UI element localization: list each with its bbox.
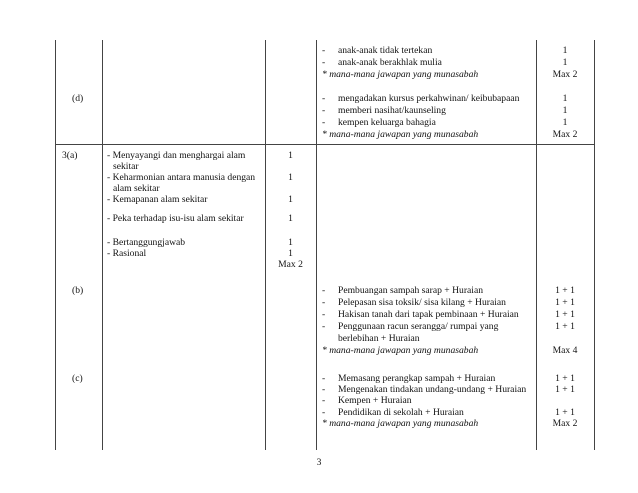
answer-text: Pendidikan di sekolah + Huraian (338, 407, 464, 418)
answer-mark: 1 (562, 105, 568, 116)
table-border-left (55, 40, 56, 450)
criteria-mark: 1 (288, 172, 293, 183)
table-border-right (594, 40, 595, 450)
answer-text: mengadakan kursus perkahwinan/ keibubapaan (338, 93, 520, 104)
answer-mark: 1 (562, 45, 568, 56)
max-mark: Max 2 (552, 418, 578, 429)
answer-text: memberi nasihat/kaunseling (338, 105, 446, 116)
criteria-mark: 1 (288, 213, 293, 224)
max-mark: Max 2 (552, 129, 578, 140)
criteria-line: sekitar (113, 161, 139, 172)
max-mark: Max 2 (278, 259, 303, 270)
criteria-mark: 1 (288, 248, 293, 259)
answer-text: Mengenakan tindakan undang-undang + Huraian (338, 384, 527, 395)
answer-dash: - (322, 105, 326, 116)
answer-text: Penggunaan racun serangga/ rumpai yang (338, 321, 499, 332)
criteria-mark: 1 (288, 237, 293, 248)
answer-text: anak-anak tidak tertekan (338, 45, 433, 56)
answer-note: * mana-mana jawapan yang munasabah (322, 129, 479, 140)
column-divider-1 (102, 40, 103, 450)
answer-text: Hakisan tanah dari tapak pembinaan + Huraian (338, 309, 519, 320)
answer-dash: - (322, 395, 326, 406)
answer-text: Kempen + Huraian (338, 395, 412, 406)
answer-dash: - (322, 45, 326, 56)
answer-mark: 1 (562, 117, 568, 128)
answer-mark: 1 (562, 57, 568, 68)
page-number: 3 (316, 457, 322, 468)
answer-text: kempen keluarga bahagia (338, 117, 436, 128)
column-divider-3 (316, 40, 317, 450)
answer-dash: - (322, 373, 326, 384)
max-mark: Max 4 (552, 345, 578, 356)
answer-text: anak-anak berakhlak mulia (338, 57, 442, 68)
answer-mark: 1 + 1 (555, 373, 575, 384)
question-label-b: (b) (72, 285, 84, 296)
answer-mark: 1 + 1 (555, 285, 575, 296)
answer-dash: - (322, 321, 326, 332)
question-label-c: (c) (72, 373, 83, 384)
answer-dash: - (322, 57, 326, 68)
answer-mark: 1 + 1 (555, 407, 575, 418)
answer-dash: - (322, 297, 326, 308)
answer-note: * mana-mana jawapan yang munasabah (322, 69, 479, 80)
criteria-line: - Keharmonian antara manusia dengan (107, 172, 256, 183)
question-label-3a: 3(a) (62, 150, 78, 161)
answer-dash: - (322, 407, 326, 418)
max-mark: Max 2 (552, 69, 578, 80)
answer-text: Pelepasan sisa toksik/ sisa kilang + Huraian (338, 297, 506, 308)
answer-dash: - (322, 285, 326, 296)
answer-text: Memasang perangkap sampah + Huraian (338, 373, 496, 384)
answer-text: berlebihan + Huraian (338, 333, 420, 344)
answer-text: Pembuangan sampah sarap + Huraian (338, 285, 484, 296)
criteria-line: - Kemapanan alam sekitar (107, 194, 208, 205)
answer-note: * mana-mana jawapan yang munasabah (322, 345, 479, 356)
question-label-d: (d) (72, 93, 84, 104)
answer-mark: 1 + 1 (555, 297, 575, 308)
answer-dash: - (322, 117, 326, 128)
answer-dash: - (322, 384, 326, 395)
answer-mark: 1 + 1 (555, 309, 575, 320)
criteria-mark: 1 (288, 194, 293, 205)
row-separator (55, 144, 594, 145)
criteria-mark: 1 (288, 150, 293, 161)
criteria-line: - Peka terhadap isu-isu alam sekitar (107, 213, 244, 224)
answer-dash: - (322, 309, 326, 320)
criteria-line: - Menyayangi dan menghargai alam (107, 150, 246, 161)
answer-mark: 1 + 1 (555, 384, 575, 395)
answer-dash: - (322, 93, 326, 104)
criteria-line: alam sekitar (113, 183, 160, 194)
answer-mark: 1 (562, 93, 568, 104)
criteria-line: - Bertanggungjawab (107, 237, 186, 248)
answer-mark: 1 + 1 (555, 321, 575, 332)
answer-note: * mana-mana jawapan yang munasabah (322, 418, 479, 429)
criteria-line: - Rasional (107, 248, 147, 259)
